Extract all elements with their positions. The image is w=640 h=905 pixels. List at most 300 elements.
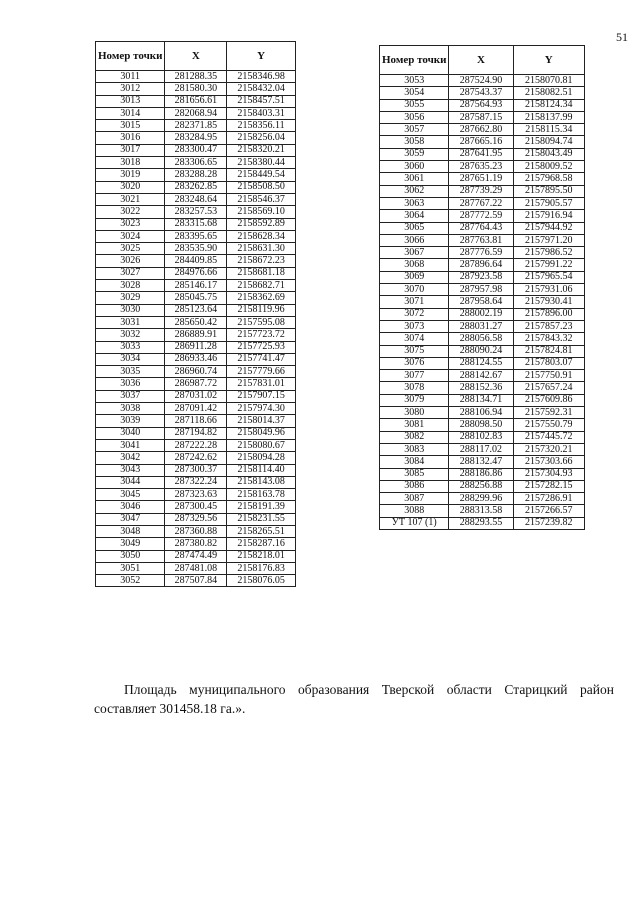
- cell-y: 2158287.16: [227, 538, 296, 550]
- cell-y: 2158094.74: [513, 136, 584, 148]
- cell-point-number: 3012: [96, 83, 165, 95]
- cell-x: 287031.02: [165, 390, 227, 402]
- table-row: [380, 394, 585, 406]
- cell-point-number: 3079: [380, 394, 449, 406]
- coordinates-table-right: [379, 45, 585, 530]
- cell-x: 283395.65: [165, 230, 227, 242]
- table-row: [96, 132, 296, 144]
- cell-point-number: 3032: [96, 329, 165, 341]
- table-row: [96, 489, 296, 501]
- cell-x: 287524.90: [449, 75, 513, 87]
- cell-x: 288002.19: [449, 308, 513, 320]
- cell-x: 288031.27: [449, 320, 513, 332]
- cell-x: 287587.15: [449, 111, 513, 123]
- table-row: [96, 390, 296, 402]
- cell-y: 2158682.71: [227, 280, 296, 292]
- cell-point-number: 3085: [380, 468, 449, 480]
- cell-y: 2158076.05: [227, 575, 296, 587]
- table-row: [96, 316, 296, 328]
- cell-point-number: 3078: [380, 382, 449, 394]
- table-row: [96, 452, 296, 464]
- cell-x: 288299.96: [449, 493, 513, 505]
- cell-point-number: 3087: [380, 493, 449, 505]
- table-row: [380, 443, 585, 455]
- cell-point-number: 3026: [96, 255, 165, 267]
- cell-y: 2158356.11: [227, 120, 296, 132]
- cell-point-number: 3062: [380, 185, 449, 197]
- cell-x: 287323.63: [165, 489, 227, 501]
- cell-point-number: 3056: [380, 111, 449, 123]
- cell-point-number: 3048: [96, 525, 165, 537]
- cell-x: 284976.66: [165, 267, 227, 279]
- cell-x: 287776.59: [449, 247, 513, 259]
- cell-x: 287957.98: [449, 284, 513, 296]
- cell-x: 287380.82: [165, 538, 227, 550]
- table-row: [380, 161, 585, 173]
- table-row: [96, 501, 296, 513]
- table-row: [96, 193, 296, 205]
- area-statement: Площадь муниципального образования Тверской области Старицкий район составляет 301458.18 га.».: [94, 681, 614, 716]
- cell-point-number: 3051: [96, 562, 165, 574]
- cell-y: 2157286.91: [513, 493, 584, 505]
- cell-point-number: 3049: [96, 538, 165, 550]
- cell-point-number: 3029: [96, 292, 165, 304]
- cell-x: 288117.02: [449, 443, 513, 455]
- cell-x: 285045.75: [165, 292, 227, 304]
- cell-x: 287923.58: [449, 271, 513, 283]
- cell-point-number: 3077: [380, 370, 449, 382]
- cell-x: 288186.86: [449, 468, 513, 480]
- cell-point-number: 3036: [96, 378, 165, 390]
- cell-y: 2157944.92: [513, 222, 584, 234]
- cell-y: 2158457.51: [227, 95, 296, 107]
- table-row: [96, 157, 296, 169]
- cell-point-number: 3014: [96, 107, 165, 119]
- cell-x: 281580.30: [165, 83, 227, 95]
- cell-y: 2157857.23: [513, 320, 584, 332]
- table-row: [96, 71, 296, 83]
- table-header-row: [380, 46, 585, 75]
- table-row: [380, 111, 585, 123]
- cell-y: 2157843.32: [513, 333, 584, 345]
- cell-x: 283284.95: [165, 132, 227, 144]
- table-row: [380, 493, 585, 505]
- table-row: [380, 247, 585, 259]
- cell-y: 2157916.94: [513, 210, 584, 222]
- cell-x: 287651.19: [449, 173, 513, 185]
- cell-x: 286960.74: [165, 366, 227, 378]
- cell-point-number: 3057: [380, 124, 449, 136]
- cell-x: 286911.28: [165, 341, 227, 353]
- table-row: [380, 370, 585, 382]
- cell-x: 284409.85: [165, 255, 227, 267]
- table-row: [96, 267, 296, 279]
- cell-y: 2157445.72: [513, 431, 584, 443]
- table-row: [96, 353, 296, 365]
- cell-point-number: 3083: [380, 443, 449, 455]
- cell-point-number: 3069: [380, 271, 449, 283]
- cell-y: 2157282.15: [513, 480, 584, 492]
- cell-y: 2158380.44: [227, 157, 296, 169]
- cell-y: 2158115.34: [513, 124, 584, 136]
- table-row: [96, 107, 296, 119]
- cell-point-number: 3044: [96, 476, 165, 488]
- cell-x: 288098.50: [449, 419, 513, 431]
- table-row: [96, 550, 296, 562]
- cell-x: 288313.58: [449, 505, 513, 517]
- cell-x: 287360.88: [165, 525, 227, 537]
- table-row: [96, 366, 296, 378]
- cell-y: 2157986.52: [513, 247, 584, 259]
- cell-point-number: 3081: [380, 419, 449, 431]
- cell-x: 288256.88: [449, 480, 513, 492]
- cell-point-number: 3072: [380, 308, 449, 320]
- cell-point-number: 3045: [96, 489, 165, 501]
- table-row: [380, 136, 585, 148]
- cell-point-number: 3039: [96, 415, 165, 427]
- cell-point-number: 3070: [380, 284, 449, 296]
- table-row: [380, 320, 585, 332]
- cell-point-number: 3042: [96, 452, 165, 464]
- cell-x: 287194.82: [165, 427, 227, 439]
- cell-y: 2157320.21: [513, 443, 584, 455]
- cell-x: 285650.42: [165, 316, 227, 328]
- table-header-row: [96, 42, 296, 71]
- cell-x: 287474.49: [165, 550, 227, 562]
- cell-point-number: 3013: [96, 95, 165, 107]
- table-body-left: [96, 71, 296, 587]
- cell-y: 2157303.66: [513, 456, 584, 468]
- cell-x: 287767.22: [449, 197, 513, 209]
- table-row: [380, 259, 585, 271]
- cell-point-number: 3082: [380, 431, 449, 443]
- table-row: [96, 341, 296, 353]
- cell-y: 2158191.39: [227, 501, 296, 513]
- cell-point-number: 3066: [380, 234, 449, 246]
- cell-x: 287763.81: [449, 234, 513, 246]
- cell-y: 2157304.93: [513, 468, 584, 480]
- table-row: [96, 95, 296, 107]
- cell-point-number: 3017: [96, 144, 165, 156]
- cell-point-number: 3074: [380, 333, 449, 345]
- header-point-number: Номер точки: [96, 42, 165, 71]
- cell-y: 2157905.57: [513, 197, 584, 209]
- cell-y: 2158176.83: [227, 562, 296, 574]
- cell-point-number: 3040: [96, 427, 165, 439]
- cell-y: 2158137.99: [513, 111, 584, 123]
- cell-y: 2157750.91: [513, 370, 584, 382]
- cell-x: 287665.16: [449, 136, 513, 148]
- cell-point-number: 3030: [96, 304, 165, 316]
- cell-y: 2157595.08: [227, 316, 296, 328]
- cell-y: 2157550.79: [513, 419, 584, 431]
- cell-x: 287896.64: [449, 259, 513, 271]
- table-row: [380, 308, 585, 320]
- cell-point-number: 3058: [380, 136, 449, 148]
- cell-y: 2157895.50: [513, 185, 584, 197]
- table-row: [380, 480, 585, 492]
- cell-x: 288106.94: [449, 407, 513, 419]
- cell-y: 2157741.47: [227, 353, 296, 365]
- table-row: [96, 144, 296, 156]
- table-row: [96, 476, 296, 488]
- table-row: [380, 505, 585, 517]
- cell-x: 283306.65: [165, 157, 227, 169]
- cell-y: 2158320.21: [227, 144, 296, 156]
- cell-y: 2158403.31: [227, 107, 296, 119]
- table-row: [380, 357, 585, 369]
- cell-x: 288293.55: [449, 517, 513, 529]
- header-point-number: Номер точки: [380, 46, 449, 75]
- cell-y: 2158362.69: [227, 292, 296, 304]
- cell-y: 2157907.15: [227, 390, 296, 402]
- cell-x: 287739.29: [449, 185, 513, 197]
- table-row: [380, 296, 585, 308]
- cell-x: 287118.66: [165, 415, 227, 427]
- cell-y: 2158569.10: [227, 206, 296, 218]
- cell-x: 287507.84: [165, 575, 227, 587]
- cell-y: 2157931.06: [513, 284, 584, 296]
- table-row: [96, 464, 296, 476]
- cell-point-number: 3038: [96, 403, 165, 415]
- cell-y: 2158631.30: [227, 243, 296, 255]
- cell-point-number: 3060: [380, 161, 449, 173]
- table-row: [96, 538, 296, 550]
- cell-y: 2158114.40: [227, 464, 296, 476]
- cell-y: 2157723.72: [227, 329, 296, 341]
- cell-y: 2157968.58: [513, 173, 584, 185]
- table-row: [380, 382, 585, 394]
- cell-x: 287300.37: [165, 464, 227, 476]
- cell-x: 288056.58: [449, 333, 513, 345]
- table-row: [380, 345, 585, 357]
- cell-point-number: 3071: [380, 296, 449, 308]
- cell-y: 2158592.89: [227, 218, 296, 230]
- cell-x: 285146.17: [165, 280, 227, 292]
- cell-point-number: 3011: [96, 71, 165, 83]
- cell-y: 2158163.78: [227, 489, 296, 501]
- cell-point-number: 3037: [96, 390, 165, 402]
- cell-y: 2158546.37: [227, 193, 296, 205]
- cell-point-number: 3076: [380, 357, 449, 369]
- table-row: [96, 243, 296, 255]
- table-row: [96, 181, 296, 193]
- cell-point-number: 3027: [96, 267, 165, 279]
- cell-x: 287772.59: [449, 210, 513, 222]
- cell-y: 2158218.01: [227, 550, 296, 562]
- table-row: [96, 378, 296, 390]
- cell-x: 287322.24: [165, 476, 227, 488]
- cell-point-number: 3018: [96, 157, 165, 169]
- cell-point-number: 3016: [96, 132, 165, 144]
- cell-x: 283315.68: [165, 218, 227, 230]
- header-y: Y: [227, 42, 296, 71]
- cell-x: 282068.94: [165, 107, 227, 119]
- table-row: [380, 468, 585, 480]
- cell-x: 286889.91: [165, 329, 227, 341]
- cell-point-number: 3028: [96, 280, 165, 292]
- cell-x: 287222.28: [165, 439, 227, 451]
- cell-y: 2157824.81: [513, 345, 584, 357]
- table-row: [96, 206, 296, 218]
- cell-point-number: 3084: [380, 456, 449, 468]
- cell-x: 287764.43: [449, 222, 513, 234]
- cell-point-number: 3023: [96, 218, 165, 230]
- cell-y: 2158449.54: [227, 169, 296, 181]
- cell-point-number: 3063: [380, 197, 449, 209]
- cell-point-number: 3055: [380, 99, 449, 111]
- cell-y: 2158432.04: [227, 83, 296, 95]
- table-row: [96, 439, 296, 451]
- cell-x: 283248.64: [165, 193, 227, 205]
- cell-y: 2158070.81: [513, 75, 584, 87]
- table-row: [380, 99, 585, 111]
- table-row: [96, 230, 296, 242]
- cell-y: 2157974.30: [227, 403, 296, 415]
- cell-x: 287662.80: [449, 124, 513, 136]
- table-row: [380, 197, 585, 209]
- cell-y: 2158256.04: [227, 132, 296, 144]
- table-row: [96, 562, 296, 574]
- table-row: [380, 234, 585, 246]
- cell-y: 2158043.49: [513, 148, 584, 160]
- cell-point-number: 3073: [380, 320, 449, 332]
- cell-y: 2158508.50: [227, 181, 296, 193]
- cell-x: 288124.55: [449, 357, 513, 369]
- table-row: [96, 304, 296, 316]
- page-number: 51: [616, 30, 628, 44]
- table-row: [380, 222, 585, 234]
- cell-y: 2158049.96: [227, 427, 296, 439]
- cell-point-number: 3031: [96, 316, 165, 328]
- table-row: [380, 185, 585, 197]
- cell-x: 283288.28: [165, 169, 227, 181]
- table-row: [96, 415, 296, 427]
- cell-point-number: 3022: [96, 206, 165, 218]
- cell-x: 283262.85: [165, 181, 227, 193]
- cell-y: 2157896.00: [513, 308, 584, 320]
- cell-x: 287091.42: [165, 403, 227, 415]
- cell-y: 2157239.82: [513, 517, 584, 529]
- coordinates-table-left: [95, 41, 296, 587]
- cell-y: 2158231.55: [227, 513, 296, 525]
- cell-y: 2158346.98: [227, 71, 296, 83]
- cell-point-number: 3086: [380, 480, 449, 492]
- table-row: [380, 148, 585, 160]
- table-row: [96, 403, 296, 415]
- cell-point-number: 3061: [380, 173, 449, 185]
- cell-x: 281656.61: [165, 95, 227, 107]
- cell-point-number: 3052: [96, 575, 165, 587]
- cell-y: 2157657.24: [513, 382, 584, 394]
- cell-y: 2157831.01: [227, 378, 296, 390]
- cell-point-number: 3025: [96, 243, 165, 255]
- header-x: X: [165, 42, 227, 71]
- cell-x: 288132.47: [449, 456, 513, 468]
- cell-point-number: 3033: [96, 341, 165, 353]
- table-body-right: [380, 75, 585, 530]
- header-y: Y: [513, 46, 584, 75]
- cell-x: 288102.83: [449, 431, 513, 443]
- table-row: [96, 525, 296, 537]
- cell-point-number: 3034: [96, 353, 165, 365]
- cell-x: 287329.56: [165, 513, 227, 525]
- cell-y: 2157592.31: [513, 407, 584, 419]
- cell-point-number: 3047: [96, 513, 165, 525]
- table-row: [96, 218, 296, 230]
- cell-point-number: 3075: [380, 345, 449, 357]
- table-row: [380, 173, 585, 185]
- cell-y: 2157930.41: [513, 296, 584, 308]
- table-row: [96, 83, 296, 95]
- table-row: [380, 456, 585, 468]
- cell-y: 2158681.18: [227, 267, 296, 279]
- cell-y: 2157965.54: [513, 271, 584, 283]
- cell-point-number: 3041: [96, 439, 165, 451]
- cell-y: 2158082.51: [513, 87, 584, 99]
- table-row: [380, 284, 585, 296]
- cell-point-number: 3050: [96, 550, 165, 562]
- cell-x: 288142.67: [449, 370, 513, 382]
- cell-x: 287564.93: [449, 99, 513, 111]
- cell-y: 2158124.34: [513, 99, 584, 111]
- table-row: [96, 120, 296, 132]
- cell-point-number: 3024: [96, 230, 165, 242]
- table-row: [96, 292, 296, 304]
- cell-point-number: 3046: [96, 501, 165, 513]
- cell-point-number: 3080: [380, 407, 449, 419]
- table-row: [96, 255, 296, 267]
- cell-point-number: 3020: [96, 181, 165, 193]
- cell-point-number: 3067: [380, 247, 449, 259]
- table-row: [380, 87, 585, 99]
- cell-y: 2157609.86: [513, 394, 584, 406]
- header-x: X: [449, 46, 513, 75]
- cell-point-number: 3035: [96, 366, 165, 378]
- table-row: [96, 575, 296, 587]
- cell-y: 2158094.28: [227, 452, 296, 464]
- cell-point-number: 3015: [96, 120, 165, 132]
- cell-y: 2158014.37: [227, 415, 296, 427]
- cell-point-number: УТ 107 (1): [380, 517, 449, 529]
- cell-x: 287543.37: [449, 87, 513, 99]
- cell-x: 288134.71: [449, 394, 513, 406]
- cell-y: 2157725.93: [227, 341, 296, 353]
- cell-y: 2157266.57: [513, 505, 584, 517]
- table-row: [96, 169, 296, 181]
- cell-x: 283300.47: [165, 144, 227, 156]
- cell-x: 286987.72: [165, 378, 227, 390]
- cell-x: 283257.53: [165, 206, 227, 218]
- cell-y: 2157779.66: [227, 366, 296, 378]
- table-row: [380, 517, 585, 529]
- cell-y: 2158009.52: [513, 161, 584, 173]
- table-row: [380, 333, 585, 345]
- cell-point-number: 3088: [380, 505, 449, 517]
- cell-point-number: 3059: [380, 148, 449, 160]
- cell-point-number: 3065: [380, 222, 449, 234]
- cell-point-number: 3021: [96, 193, 165, 205]
- cell-x: 285123.64: [165, 304, 227, 316]
- cell-y: 2157971.20: [513, 234, 584, 246]
- table-row: [380, 75, 585, 87]
- table-row: [380, 210, 585, 222]
- table-row: [96, 280, 296, 292]
- cell-y: 2157991.22: [513, 259, 584, 271]
- cell-x: 288152.36: [449, 382, 513, 394]
- table-row: [96, 427, 296, 439]
- cell-point-number: 3053: [380, 75, 449, 87]
